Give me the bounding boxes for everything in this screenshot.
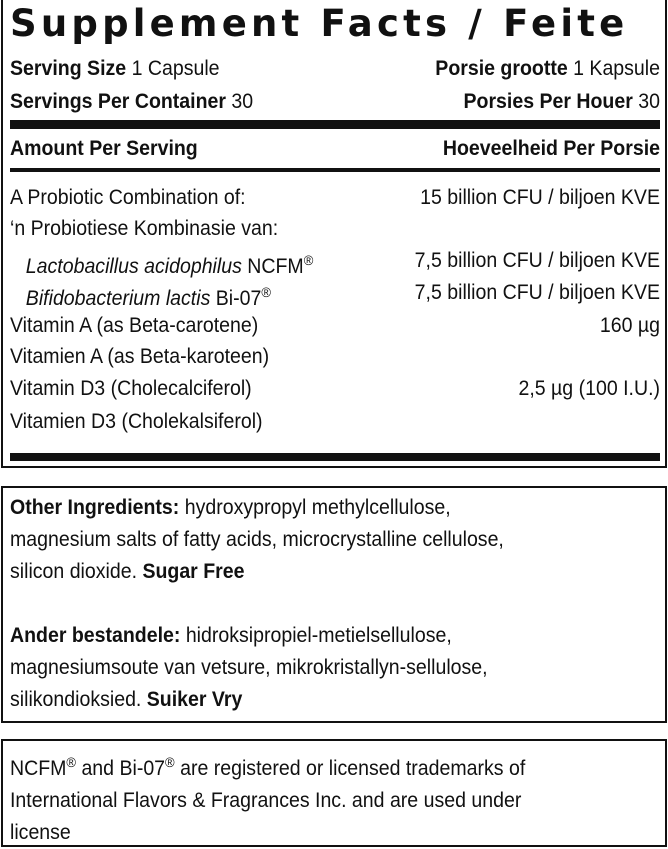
- other-ingredients-label: Other Ingredients:: [10, 496, 180, 519]
- ingredient-amount-row: [56, 182, 661, 213]
- ingredient-amount: 15 billion CFU / biljoen KVE: [420, 186, 660, 209]
- servings-per-container-label: Servings Per Container: [10, 90, 226, 113]
- ander-bestandele-label: Ander bestandele:: [10, 624, 181, 647]
- facts-title: Supplement Facts / Feite: [10, 2, 629, 45]
- porsies-per-houer-label: Porsies Per Houer: [463, 90, 633, 113]
- other-ingredients-line1: hydroxypropyl methylcellulose,: [179, 496, 451, 519]
- ingredient-amount-row: [56, 310, 661, 341]
- ingredient-row: [10, 341, 615, 372]
- other-ingredients-line2: magnesium salts of fatty acids, microcrystalline cellulose,: [10, 528, 504, 551]
- ingredient-strain: Bi-07: [215, 287, 262, 310]
- ander-bestandele-line2: magnesiumsoute van vetsure, mikrokristallyn-sellulose,: [10, 656, 488, 679]
- ingredient-name-italic: Bifidobacterium lactis: [25, 287, 211, 310]
- porsie-grootte-label: Porsie grootte: [435, 57, 568, 80]
- thick-divider: [10, 120, 660, 129]
- registered-mark: ®: [303, 252, 314, 268]
- bi07-mark: and Bi-07: [76, 757, 166, 780]
- bottom-thick-divider: [10, 453, 660, 461]
- porsies-per-houer-value: 30: [638, 90, 660, 113]
- ingredient-name: ‘n Probiotiese Kombinasie van:: [10, 217, 279, 240]
- sugar-free-label: Sugar Free: [142, 560, 245, 583]
- ingredient-amount: 2,5 µg (100 I.U.): [518, 377, 660, 400]
- registered-mark: ®: [165, 754, 175, 770]
- amount-per-serving: Amount Per Serving: [10, 137, 198, 160]
- ander-bestandele-line3: silikondioksied.: [10, 688, 147, 711]
- ingredient-name-italic: Lactobacillus acidophilus: [25, 255, 242, 278]
- trademark-line1: are registered or licensed trademarks of: [174, 757, 526, 780]
- hoeveelheid-header: [56, 133, 661, 164]
- ander-bestandele-line1: hidroksipropiel-metielsellulose,: [180, 624, 452, 647]
- ingredient-amount-row: [56, 373, 661, 404]
- ingredient-name: Vitamin D3 (Cholecalciferol): [10, 377, 252, 400]
- ingredient-name: Vitamien A (as Beta-karoteen): [10, 345, 270, 368]
- trademark-line3: license: [10, 821, 71, 844]
- ingredient-row: [10, 213, 615, 244]
- trademark-line2: International Flavors & Fragrances Inc. and are used under: [10, 789, 522, 812]
- other-ingredients-panel: [1, 486, 667, 723]
- trademark-text: [10, 746, 650, 849]
- ingredient-row: [10, 406, 615, 437]
- ingredient-amount-row: [56, 277, 661, 308]
- serving-size-label: Serving Size: [10, 57, 127, 80]
- ander-bestandele-text: [10, 620, 650, 716]
- suiker-vry-label: Suiker Vry: [146, 688, 243, 711]
- ncfm-mark: NCFM: [10, 757, 67, 780]
- supplement-facts-panel: [1, 0, 667, 468]
- ingredient-amount: 160 µg: [599, 314, 660, 337]
- ingredient-name: A Probiotic Combination of:: [10, 186, 246, 209]
- ingredient-name: Vitamien D3 (Cholekalsiferol): [10, 410, 263, 433]
- porsie-grootte-row: [56, 53, 661, 84]
- ingredient-amount: 7,5 billion CFU / biljoen KVE: [414, 249, 660, 272]
- registered-mark: ®: [261, 284, 271, 300]
- trademark-notice-panel: [1, 739, 667, 847]
- ingredient-strain: NCFM: [247, 255, 304, 278]
- porsie-grootte-value: 1 Kapsule: [573, 57, 660, 80]
- ingredient-amount: 7,5 billion CFU / biljoen KVE: [414, 281, 660, 304]
- other-ingredients-line3: silicon dioxide.: [10, 560, 143, 583]
- hoeveelheid-per-porsie: Hoeveelheid Per Porsie: [442, 137, 660, 160]
- servings-per-container-value: 30: [231, 90, 254, 113]
- ingredient-amount-row: [56, 245, 661, 276]
- porsies-per-houer-row: [56, 86, 661, 117]
- ingredient-name: Vitamin A (as Beta-carotene): [10, 314, 259, 337]
- other-ingredients-text: [10, 492, 650, 588]
- registered-mark: ®: [66, 754, 77, 770]
- medium-divider: [10, 168, 660, 172]
- serving-size-value: 1 Capsule: [131, 57, 220, 80]
